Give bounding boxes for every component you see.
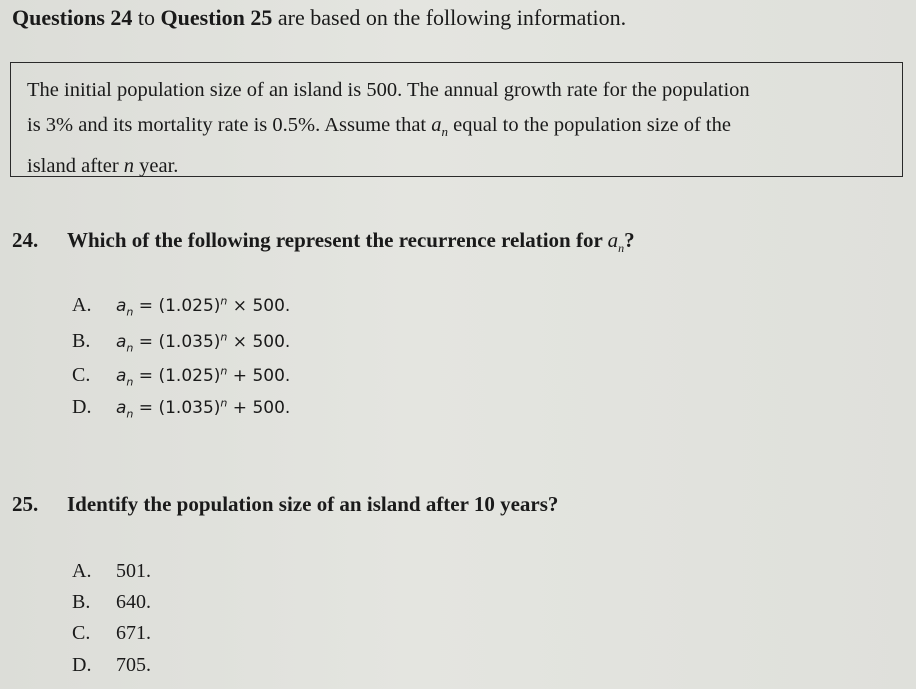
question-25-text: Identify the population size of an island after 10 years?	[67, 492, 559, 516]
formula-base: (1.025)	[158, 366, 221, 386]
q24-option-b[interactable]	[72, 330, 290, 354]
formula-exp: n	[220, 364, 228, 378]
header-connector: to	[132, 5, 161, 30]
formula-eq: =	[133, 398, 159, 418]
formula-lhs-sub: n	[126, 305, 134, 319]
q25-option-a[interactable]	[72, 560, 151, 583]
formula-lhs: a	[116, 366, 127, 386]
question-24-text: Which of the following represent the recurrence relation for	[67, 228, 608, 252]
header-question-start: Questions 24	[12, 5, 133, 30]
formula-exp: n	[220, 330, 228, 344]
formula-op: × 500.	[227, 296, 291, 316]
formula-lhs: a	[116, 332, 127, 352]
q25-option-a-value: 501.	[116, 560, 151, 582]
formula-eq: =	[133, 296, 159, 316]
formula-op: + 500.	[227, 398, 291, 418]
q25-option-c[interactable]	[72, 622, 151, 645]
formula-lhs-sub: n	[126, 407, 134, 421]
q24-option-a[interactable]	[72, 294, 290, 318]
info-line-3	[27, 149, 902, 184]
q25-option-d-letter: D.	[72, 654, 92, 676]
header-question-end: Question 25	[160, 5, 273, 30]
info-var-a: a	[431, 114, 442, 136]
formula-op: × 500.	[227, 332, 291, 352]
q24-option-a-formula	[116, 294, 291, 319]
info-line-2-pre: is 3% and its mortality rate is 0.5%. Assume that	[27, 114, 432, 136]
info-line-2	[27, 108, 902, 149]
question-24-sub: n	[618, 241, 625, 256]
q25-option-b-letter: B.	[72, 591, 91, 613]
formula-lhs-sub: n	[126, 341, 134, 355]
q25-option-d[interactable]	[72, 654, 151, 677]
formula-lhs: a	[116, 296, 127, 316]
q25-option-c-letter: C.	[72, 622, 91, 644]
information-box	[10, 62, 903, 177]
section-header	[12, 5, 626, 31]
q25-option-d-value: 705.	[116, 654, 151, 676]
info-line-3-post: year.	[134, 155, 179, 178]
q25-option-c-value: 671.	[116, 622, 151, 644]
q25-option-b-value: 640.	[116, 591, 151, 613]
formula-op: + 500.	[227, 366, 291, 386]
q24-option-b-formula	[116, 330, 291, 355]
info-var-sub: n	[441, 124, 449, 140]
q25-option-a-letter: A.	[72, 560, 92, 582]
formula-base: (1.035)	[158, 332, 221, 352]
header-rest: are based on the following information.	[272, 5, 627, 30]
formula-base: (1.025)	[158, 296, 221, 316]
question-24-end: ?	[624, 228, 635, 252]
q24-option-c[interactable]	[72, 364, 290, 388]
q24-option-d-letter: D.	[72, 396, 92, 418]
question-25	[12, 492, 558, 517]
question-24	[12, 228, 635, 256]
info-line-3-pre: island after	[27, 155, 124, 178]
q24-option-d[interactable]	[72, 396, 290, 420]
question-24-var: a	[607, 228, 619, 252]
q24-option-c-formula	[116, 364, 291, 389]
q24-option-c-letter: C.	[72, 364, 91, 386]
info-line-2-post: equal to the population size of the	[448, 114, 731, 136]
formula-lhs: a	[116, 398, 127, 418]
formula-base: (1.035)	[158, 398, 221, 418]
question-24-number: 24.	[12, 228, 39, 252]
formula-eq: =	[133, 332, 159, 352]
q25-option-b[interactable]	[72, 591, 151, 614]
formula-exp: n	[220, 396, 228, 410]
info-line-1: The initial population size of an island is 500. The annual growth rate for the population	[27, 79, 750, 101]
formula-eq: =	[133, 366, 159, 386]
formula-lhs-sub: n	[126, 375, 134, 389]
q24-option-a-letter: A.	[72, 294, 92, 316]
q24-option-b-letter: B.	[72, 330, 91, 352]
formula-exp: n	[220, 294, 228, 308]
info-var-n: n	[123, 155, 135, 178]
q24-option-d-formula	[116, 396, 291, 421]
question-25-number: 25.	[12, 492, 39, 516]
